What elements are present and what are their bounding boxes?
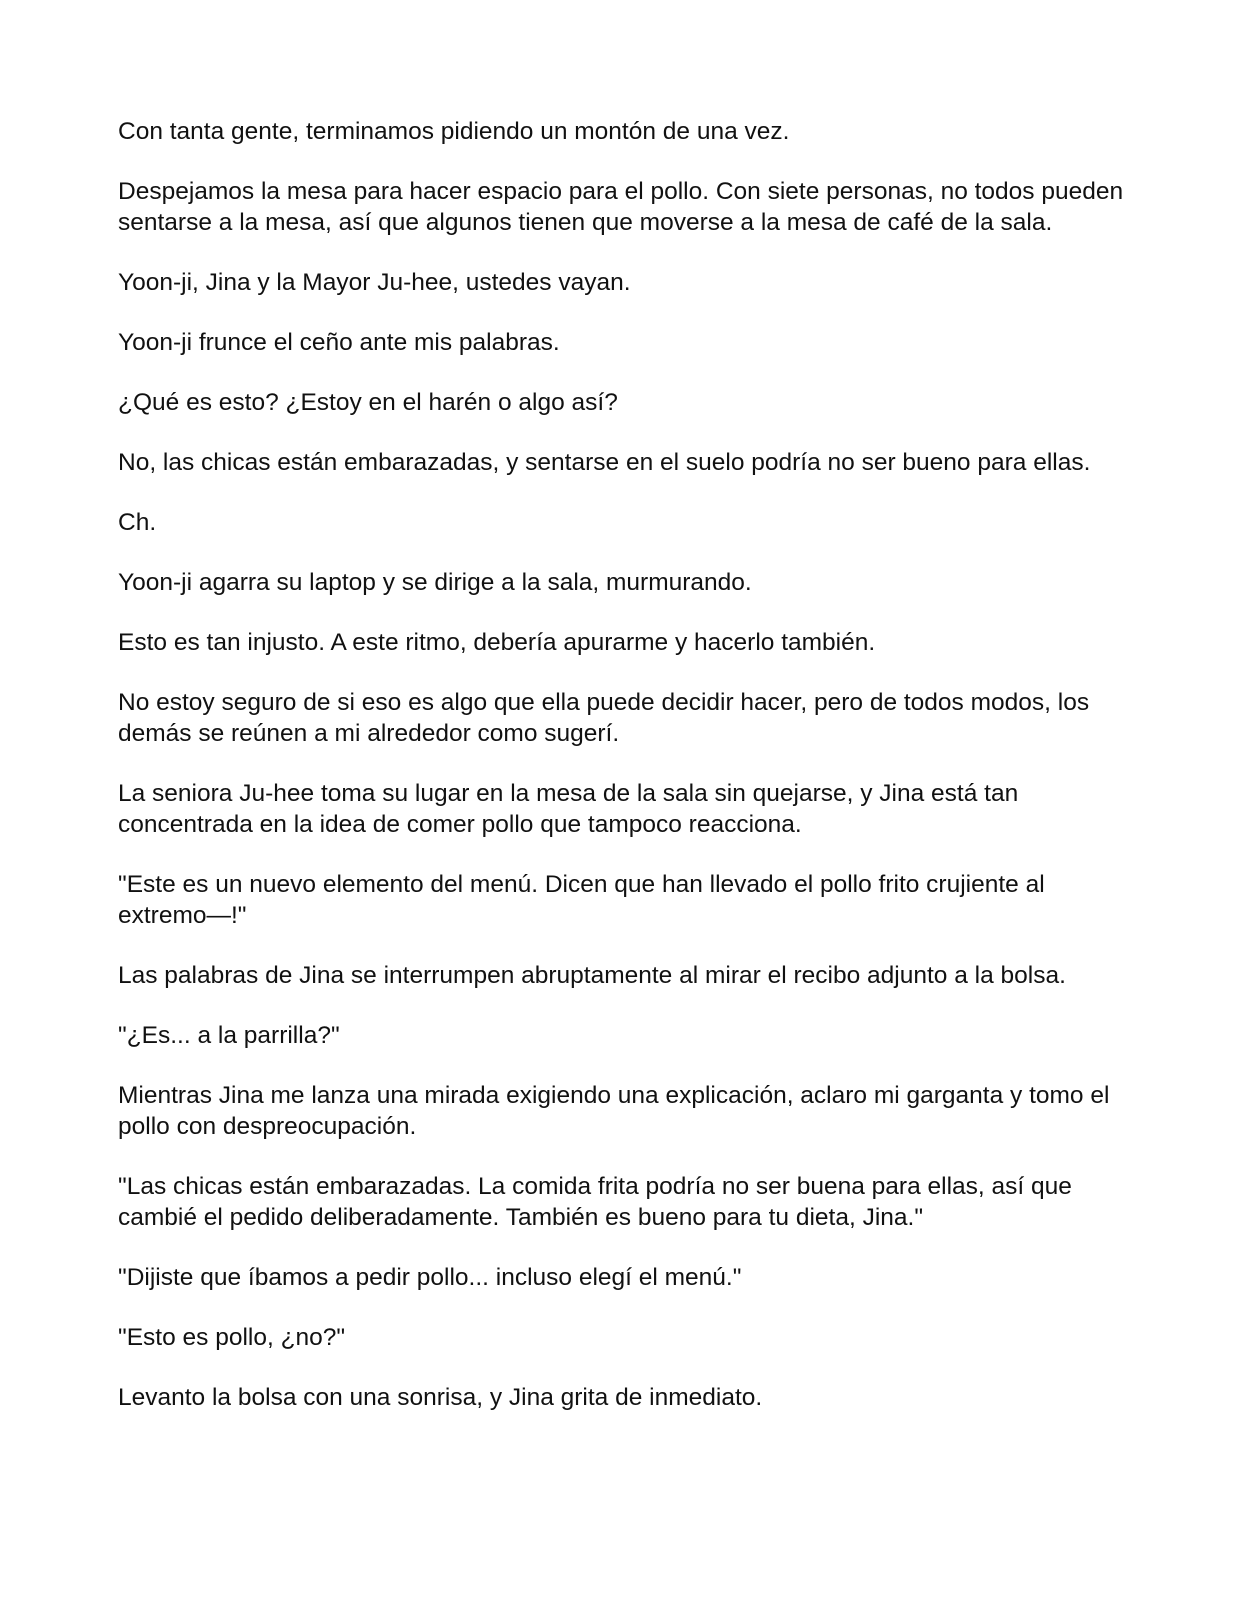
paragraph-14: "¿Es... a la parrilla?"	[118, 1022, 340, 1049]
paragraph-15: Mientras Jina me lanza una mirada exigiendo una explicación, aclaro mi garganta y tomo el pollo con despreocupación.	[118, 1082, 1110, 1140]
paragraph-10: No estoy seguro de si eso es algo que ella puede decidir hacer, pero de todos modos, los demás se reúnen a mi alrededor como sugerí.	[118, 689, 1090, 747]
paragraph-13: Las palabras de Jina se interrumpen abruptamente al mirar el recibo adjunto a la bolsa.	[118, 962, 1066, 989]
paragraph-19: Levanto la bolsa con una sonrisa, y Jina grita de inmediato.	[118, 1384, 763, 1411]
paragraph-5: ¿Qué es esto? ¿Estoy en el harén o algo así?	[118, 389, 618, 416]
paragraph-12: "Este es un nuevo elemento del menú. Dicen que han llevado el pollo frito crujiente al extremo—!"	[118, 871, 1045, 929]
paragraph-3: Yoon-ji, Jina y la Mayor Ju-hee, ustedes vayan.	[118, 269, 631, 296]
paragraph-16: "Las chicas están embarazadas. La comida frita podría no ser buena para ellas, así que cambié el pedido deliberadamente. También es bueno para tu dieta, Jina."	[118, 1173, 1072, 1231]
paragraph-11: La seniora Ju-hee toma su lugar en la mesa de la sala sin quejarse, y Jina está tan concentrada en la idea de comer pollo que tampoco reacciona.	[118, 780, 1019, 838]
paragraph-1: Con tanta gente, terminamos pidiendo un montón de una vez.	[118, 118, 790, 145]
paragraph-2: Despejamos la mesa para hacer espacio para el pollo. Con siete personas, no todos pueden sentarse a la mesa, así que algunos tienen que moverse a la mesa de café de la sala.	[118, 178, 1124, 236]
paragraph-4: Yoon-ji frunce el ceño ante mis palabras.	[118, 329, 560, 356]
paragraph-8: Yoon-ji agarra su laptop y se dirige a la sala, murmurando.	[118, 569, 752, 596]
paragraph-9: Esto es tan injusto. A este ritmo, debería apurarme y hacerlo también.	[118, 629, 876, 656]
paragraph-6: No, las chicas están embarazadas, y sentarse en el suelo podría no ser bueno para ellas.	[118, 449, 1091, 476]
paragraph-17: "Dijiste que íbamos a pedir pollo... incluso elegí el menú."	[118, 1264, 742, 1291]
document-body	[118, 116, 1128, 1442]
paragraph-7: Ch.	[118, 509, 157, 536]
paragraph-18: "Esto es pollo, ¿no?"	[118, 1324, 346, 1351]
